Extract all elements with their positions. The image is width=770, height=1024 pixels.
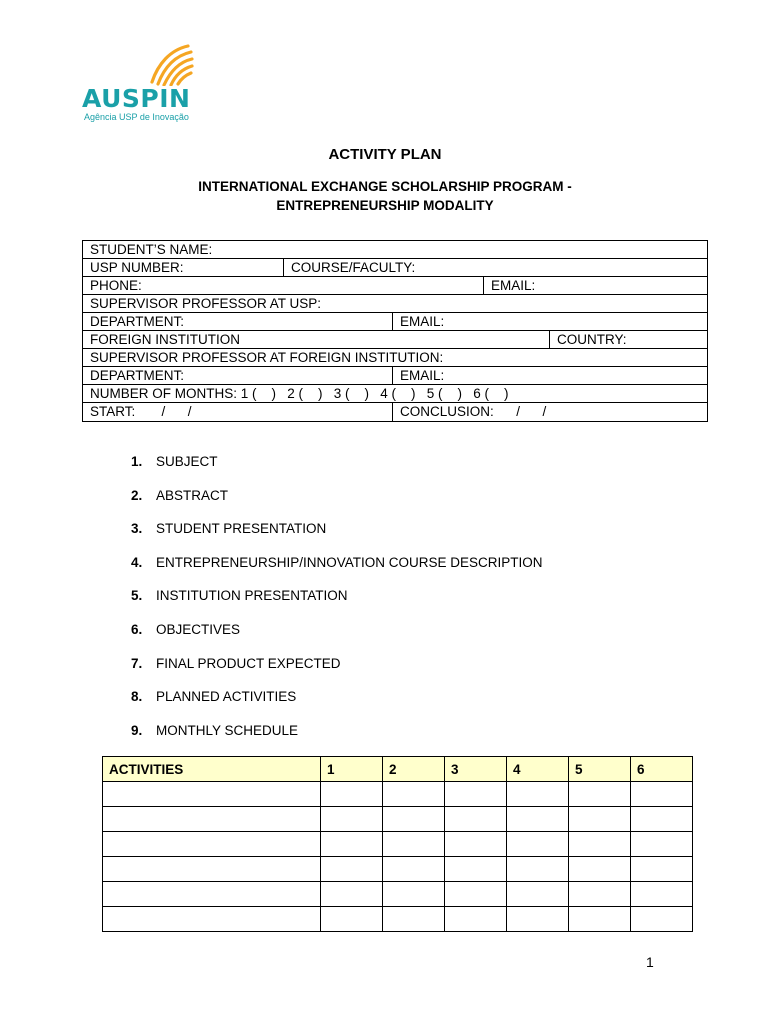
month-cell[interactable]	[569, 882, 631, 907]
activity-cell[interactable]	[103, 832, 321, 857]
month-cell[interactable]	[383, 882, 445, 907]
table-row	[103, 907, 693, 932]
activity-cell[interactable]	[103, 782, 321, 807]
subtitle-line-1: INTERNATIONAL EXCHANGE SCHOLARSHIP PROGRAM -	[198, 179, 572, 194]
list-item: 8. PLANNED ACTIVITIES	[131, 689, 297, 705]
month-cell[interactable]	[321, 857, 383, 882]
page-subtitle	[0, 177, 770, 215]
logo-tagline: Agência USP de Inovação	[84, 112, 189, 122]
month-cell[interactable]	[321, 832, 383, 857]
department-field[interactable]: DEPARTMENT:	[90, 314, 185, 329]
month-cell[interactable]	[383, 857, 445, 882]
table-row	[103, 857, 693, 882]
form-row	[83, 277, 707, 295]
schedule-body	[103, 782, 693, 932]
month-cell[interactable]	[383, 832, 445, 857]
list-item: 1. SUBJECT	[131, 454, 218, 469]
form-row	[83, 241, 707, 259]
section-list	[131, 452, 543, 754]
header-month-3: 3	[445, 757, 507, 782]
month-cell[interactable]	[631, 907, 693, 932]
logo-wordmark: AUSPIN	[82, 84, 191, 113]
list-item: 9. MONTHLY SCHEDULE	[131, 722, 299, 738]
list-item: 5. INSTITUTION PRESENTATION	[131, 588, 348, 604]
table-row	[103, 832, 693, 857]
phone-field[interactable]: PHONE:	[90, 278, 142, 293]
activity-cell[interactable]	[103, 857, 321, 882]
month-cell[interactable]	[445, 782, 507, 807]
table-header-row	[103, 757, 693, 782]
foreign-institution-field[interactable]: FOREIGN INSTITUTION	[90, 332, 240, 347]
form-row	[83, 295, 707, 313]
form-row	[83, 313, 707, 331]
country-field[interactable]: COUNTRY:	[549, 331, 707, 349]
list-item: 2. ABSTRACT	[131, 487, 229, 503]
table-row	[103, 782, 693, 807]
month-cell[interactable]	[383, 807, 445, 832]
header-month-4: 4	[507, 757, 569, 782]
list-item: 4. ENTREPRENEURSHIP/INNOVATION COURSE DESCRIPTION	[131, 554, 543, 570]
month-cell[interactable]	[631, 882, 693, 907]
supervisor-email-field[interactable]: EMAIL:	[392, 313, 707, 331]
supervisor-usp-field[interactable]: SUPERVISOR PROFESSOR AT USP:	[90, 296, 322, 311]
page-number: 1	[646, 954, 654, 970]
form-row	[83, 349, 707, 367]
form-row	[83, 259, 707, 277]
list-item: 6. OBJECTIVES	[131, 621, 241, 637]
month-cell[interactable]	[321, 782, 383, 807]
supervisor-foreign-field[interactable]: SUPERVISOR PROFESSOR AT FOREIGN INSTITUTION:	[90, 350, 444, 365]
month-cell[interactable]	[445, 882, 507, 907]
activity-cell[interactable]	[103, 882, 321, 907]
subtitle-line-2: ENTREPRENEURSHIP MODALITY	[276, 198, 494, 213]
month-cell[interactable]	[569, 782, 631, 807]
month-cell[interactable]	[569, 807, 631, 832]
month-cell[interactable]	[507, 907, 569, 932]
month-cell[interactable]	[631, 782, 693, 807]
table-row	[103, 807, 693, 832]
table-row	[103, 882, 693, 907]
student-name-field[interactable]: STUDENT’S NAME:	[90, 242, 213, 257]
header-month-2: 2	[383, 757, 445, 782]
foreign-department-field[interactable]: DEPARTMENT:	[90, 368, 185, 383]
form-row	[83, 403, 707, 421]
course-faculty-field[interactable]: COURSE/FACULTY:	[283, 259, 707, 277]
month-cell[interactable]	[507, 857, 569, 882]
form-row	[83, 385, 707, 403]
conclusion-date-field[interactable]: CONCLUSION: / /	[392, 403, 707, 421]
header-month-5: 5	[569, 757, 631, 782]
month-cell[interactable]	[445, 807, 507, 832]
foreign-email-field[interactable]: EMAIL:	[392, 367, 707, 385]
number-of-months-field[interactable]: NUMBER OF MONTHS: 1 ( ) 2 ( ) 3 ( ) 4 ( ) 5 ( ) 6 ( )	[90, 386, 509, 401]
usp-number-field[interactable]: USP NUMBER:	[90, 260, 184, 275]
month-cell[interactable]	[631, 857, 693, 882]
month-cell[interactable]	[445, 832, 507, 857]
month-cell[interactable]	[445, 907, 507, 932]
month-cell[interactable]	[569, 857, 631, 882]
month-cell[interactable]	[383, 907, 445, 932]
month-cell[interactable]	[507, 882, 569, 907]
activity-cell[interactable]	[103, 907, 321, 932]
email-field[interactable]: EMAIL:	[483, 277, 707, 295]
start-date-field[interactable]: START: / /	[90, 404, 192, 419]
list-item: 3. STUDENT PRESENTATION	[131, 521, 327, 537]
month-cell[interactable]	[507, 807, 569, 832]
auspin-swirl-icon	[144, 42, 194, 86]
month-cell[interactable]	[321, 907, 383, 932]
month-cell[interactable]	[507, 782, 569, 807]
list-item: 7. FINAL PRODUCT EXPECTED	[131, 655, 341, 671]
header-activities: ACTIVITIES	[103, 757, 321, 782]
header-month-6: 6	[631, 757, 693, 782]
month-cell[interactable]	[321, 882, 383, 907]
month-cell[interactable]	[631, 807, 693, 832]
form-row	[83, 367, 707, 385]
month-cell[interactable]	[569, 907, 631, 932]
page-title: ACTIVITY PLAN	[328, 146, 442, 163]
header-month-1: 1	[321, 757, 383, 782]
month-cell[interactable]	[321, 807, 383, 832]
student-info-form	[82, 240, 708, 422]
month-cell[interactable]	[569, 832, 631, 857]
activity-cell[interactable]	[103, 807, 321, 832]
month-cell[interactable]	[507, 832, 569, 857]
month-cell[interactable]	[631, 832, 693, 857]
month-cell[interactable]	[445, 857, 507, 882]
monthly-schedule-table	[102, 756, 693, 932]
form-row	[83, 331, 707, 349]
month-cell[interactable]	[383, 782, 445, 807]
auspin-logo	[82, 42, 207, 122]
